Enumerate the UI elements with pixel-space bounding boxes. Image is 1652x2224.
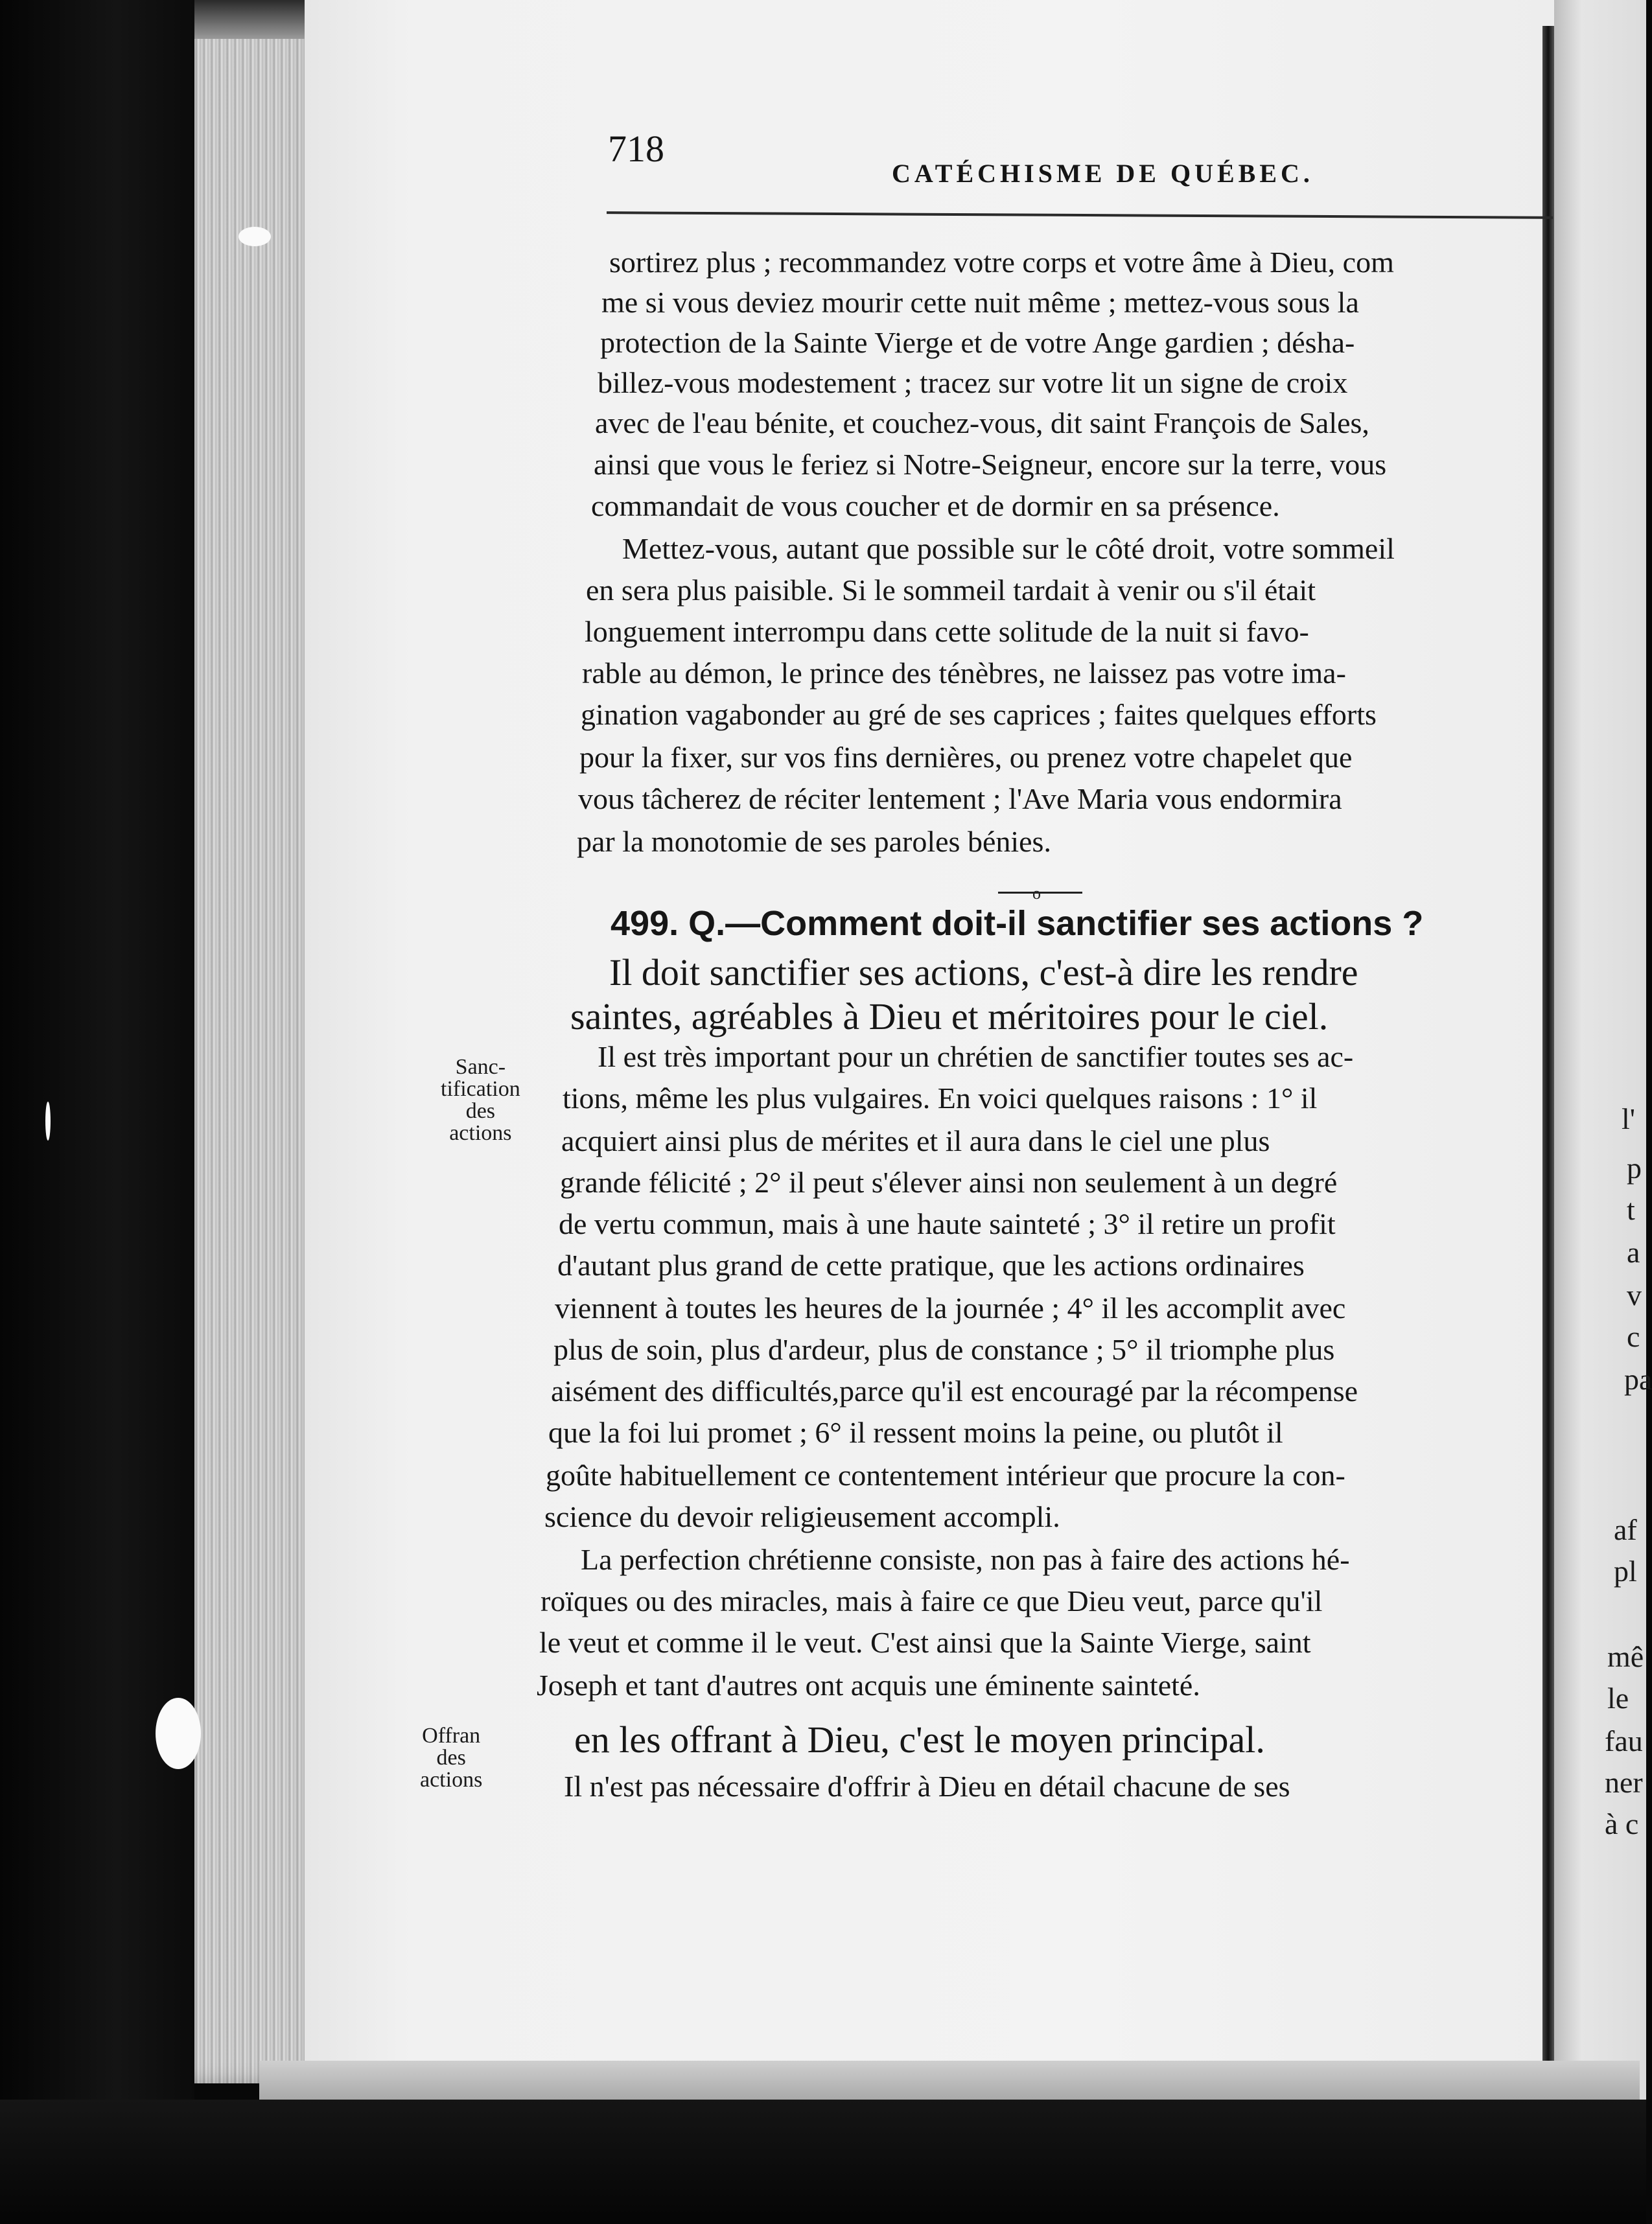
next-page-fragment: fau — [1605, 1724, 1643, 1757]
next-page-fragment: v — [1627, 1279, 1642, 1312]
body-line: avec de l'eau bénite, et couchez-vous, dit saint François de Sales, — [595, 406, 1369, 439]
running-title: CATÉCHISME DE QUÉBEC. — [892, 159, 1314, 188]
body-line: que la foi lui promet ; 6° il ressent moins la peine, ou plutôt il — [548, 1416, 1283, 1449]
body-line: grande félicité ; 2° il peut s'élever ainsi non seulement à un degré — [560, 1166, 1338, 1199]
body-line: viennent à toutes les heures de la journée ; 4° il les accomplit avec — [555, 1292, 1346, 1325]
margin-note-sanctification: Sanc- tification des actions — [441, 1055, 520, 1145]
body-line: aisément des difficultés,parce qu'il est encouragé par la récompense — [551, 1374, 1358, 1407]
scan-speck — [45, 1102, 51, 1141]
body-line: le veut et comme il le veut. C'est ainsi que la Sainte Vierge, saint — [539, 1626, 1311, 1659]
body-line: d'autant plus grand de cette pratique, que les actions ordinaires — [557, 1249, 1305, 1282]
body-line: commandait de vous coucher et de dormir en sa présence. — [591, 489, 1280, 522]
margin-note-offrande: Offran des actions — [420, 1724, 483, 1792]
body-line: longuement interrompu dans cette solitude de la nuit si favo- — [585, 615, 1309, 648]
next-page-fragment: a — [1627, 1236, 1640, 1269]
body-line: vous tâcherez de réciter lentement ; l'Ave Maria vous endormira — [578, 782, 1342, 815]
body-line: science du devoir religieusement accompli. — [544, 1500, 1060, 1533]
scan-speck — [238, 227, 271, 246]
scan-speck — [156, 1698, 201, 1769]
next-page-fragment: c — [1627, 1320, 1640, 1353]
next-page-fragment: l' — [1622, 1102, 1636, 1135]
body-line: Il est très important pour un chrétien de sanctifier toutes ses ac- — [598, 1040, 1354, 1073]
next-page-fragment: à c — [1605, 1807, 1639, 1840]
body-line: roïques ou des miracles, mais à faire ce que Dieu veut, parce qu'il — [541, 1584, 1323, 1617]
body-line: tions, même les plus vulgaires. En voici quelques raisons : 1° il — [563, 1082, 1318, 1115]
body-line: de vertu commun, mais à une haute sainteté ; 3° il retire un profit — [559, 1207, 1336, 1240]
answer-line: Il doit sanctifier ses actions, c'est-à dire les rendre — [609, 951, 1358, 993]
body-line: par la monotomie de ses paroles bénies. — [577, 825, 1051, 858]
body-line: gination vagabonder au gré de ses caprices ; faites quelques efforts — [581, 698, 1377, 731]
body-line: Joseph et tant d'autres ont acquis une éminente sainteté. — [537, 1669, 1200, 1702]
answer-line: en les offrant à Dieu, c'est le moyen principal. — [574, 1719, 1265, 1761]
body-line: en sera plus paisible. Si le sommeil tardait à venir ou s'il était — [586, 573, 1316, 607]
body-line: rable au démon, le prince des ténèbres, ne laissez pas votre ima- — [582, 656, 1346, 689]
answer-line: saintes, agréables à Dieu et méritoires pour le ciel. — [570, 995, 1329, 1037]
body-line: La perfection chrétienne consiste, non pas à faire des actions hé- — [581, 1543, 1350, 1576]
body-line: billez-vous modestement ; tracez sur votre lit un signe de croix — [598, 366, 1348, 399]
body-line: pour la fixer, sur vos fins dernières, ou prenez votre chapelet que — [579, 741, 1353, 774]
next-page-fragment: le — [1607, 1682, 1629, 1715]
body-line: protection de la Sainte Vierge et de votre Ange gardien ; désha- — [600, 326, 1355, 359]
body-line: plus de soin, plus d'ardeur, plus de constance ; 5° il triomphe plus — [553, 1333, 1335, 1366]
book-gutter — [1542, 26, 1554, 2061]
scanner-bottom — [0, 2100, 1646, 2224]
next-page-fragment: pa — [1624, 1363, 1652, 1396]
next-page-fragment: mê — [1607, 1640, 1644, 1673]
page-number: 718 — [608, 128, 664, 170]
next-page-fragment: pl — [1614, 1555, 1637, 1588]
body-line: sortirez plus ; recommandez votre corps et votre âme à Dieu, com — [609, 246, 1394, 279]
next-page-fragment: af — [1614, 1513, 1637, 1546]
body-line: Mettez-vous, autant que possible sur le côté droit, votre sommeil — [622, 532, 1395, 565]
body-line: me si vous deviez mourir cette nuit même ; mettez-vous sous la — [601, 286, 1359, 319]
separator-mark: o — [1032, 884, 1041, 903]
next-page-fragment: ner — [1605, 1766, 1643, 1799]
next-page-fragment: t — [1627, 1193, 1635, 1226]
body-line: Il n'est pas nécessaire d'offrir à Dieu en détail chacune de ses — [564, 1770, 1290, 1803]
body-line: acquiert ainsi plus de mérites et il aura dans le ciel une plus — [561, 1124, 1270, 1157]
scanner-background — [0, 0, 194, 2224]
body-line: goûte habituellement ce contentement intérieur que procure la con- — [546, 1459, 1345, 1492]
question-heading: 499. Q.—Comment doit-il sanctifier ses actions ? — [611, 904, 1424, 943]
body-line: ainsi que vous le feriez si Notre-Seigneur, encore sur la terre, vous — [594, 448, 1387, 481]
next-page-fragment: p — [1627, 1152, 1642, 1185]
